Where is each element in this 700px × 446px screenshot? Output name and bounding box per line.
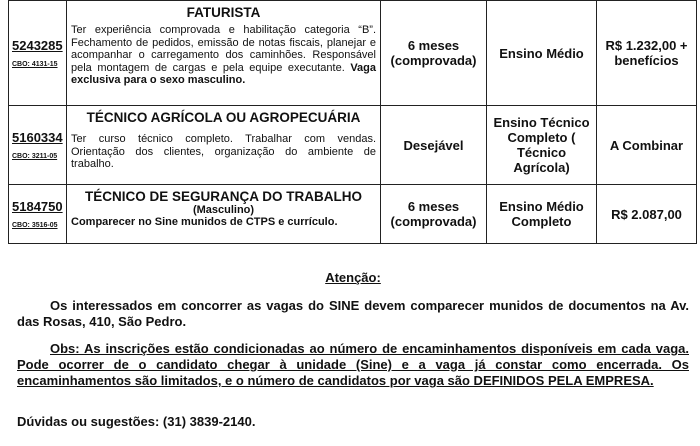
job-code-cell	[9, 1, 67, 106]
job-code: 5160334	[12, 130, 63, 145]
job-description-cell	[67, 185, 381, 244]
job-code: 5184750	[12, 199, 63, 214]
job-title: FATURISTA	[186, 5, 261, 20]
job-subtitle: (Masculino)	[192, 204, 255, 216]
job-description: Ter experiência comprovada e habilitação categoria “B”. Fechamento de pedidos, emissão de notas fiscais, planejar e acompanhar o carregamento dos caminhões. Responsável pela montagem de cargas e pela equipe executante. Vaga exclusiva para o sexo masculino.	[71, 24, 376, 86]
job-description-highlight: Comparecer no Sine munidos de CTPS e currículo.	[71, 216, 338, 228]
job-education: Ensino Médio Completo	[487, 185, 597, 244]
job-description-cell	[67, 106, 381, 185]
contact-info: Dúvidas ou sugestões: (31) 3839-2140.	[17, 414, 256, 429]
job-education: Ensino Médio	[487, 1, 597, 106]
cbo-code: CBO: 4131-15	[12, 61, 58, 68]
job-experience: 6 meses (comprovada)	[381, 185, 487, 244]
table-row	[9, 185, 697, 244]
cbo-code: CBO: 3516-05	[12, 222, 58, 229]
job-experience: Desejável	[381, 106, 487, 185]
job-title: TÉCNICO DE SEGURANÇA DO TRABALHO	[84, 189, 362, 204]
job-description	[71, 216, 376, 229]
job-listings-table	[8, 0, 697, 244]
job-experience: 6 meses (comprovada)	[381, 1, 487, 106]
job-description-highlight: Vaga exclusiva para o sexo masculino.	[71, 61, 376, 86]
table-row	[9, 1, 697, 106]
job-description-cell	[67, 1, 381, 106]
job-education: Ensino Técnico Completo ( Técnico Agrícola)	[487, 106, 597, 185]
job-salary: A Combinar	[597, 106, 697, 185]
job-title: TÉCNICO AGRÍCOLA OU AGROPECUÁRIA	[86, 110, 361, 125]
notice-observation: Obs: As inscrições estão condicionadas ao número de encaminhamentos disponíveis em cada vaga. Pode ocorrer de o candidato chegar à unidade (Sine) e a vaga já constar como encerrada. Os encaminhamentos são limitados, e o número de candidatos por vaga são DEFINIDOS PELA EMPRESA.	[17, 341, 689, 388]
table-row	[9, 106, 697, 185]
job-description: Ter curso técnico completo. Trabalhar com vendas. Orientação dos clientes, organização do ambiente de trabalho.	[71, 133, 376, 170]
notice-paragraph: Os interessados em concorrer as vagas do SINE devem comparecer munidos de documentos na Av. das Rosas, 410, São Pedro.	[17, 298, 689, 329]
notice-heading: Atenção:	[325, 270, 381, 285]
job-salary: R$ 2.087,00	[597, 185, 697, 244]
job-salary: R$ 1.232,00 + benefícios	[597, 1, 697, 106]
job-code-cell	[9, 106, 67, 185]
job-code: 5243285	[12, 38, 63, 53]
cbo-code: CBO: 3211-05	[12, 153, 58, 160]
job-code-cell	[9, 185, 67, 244]
